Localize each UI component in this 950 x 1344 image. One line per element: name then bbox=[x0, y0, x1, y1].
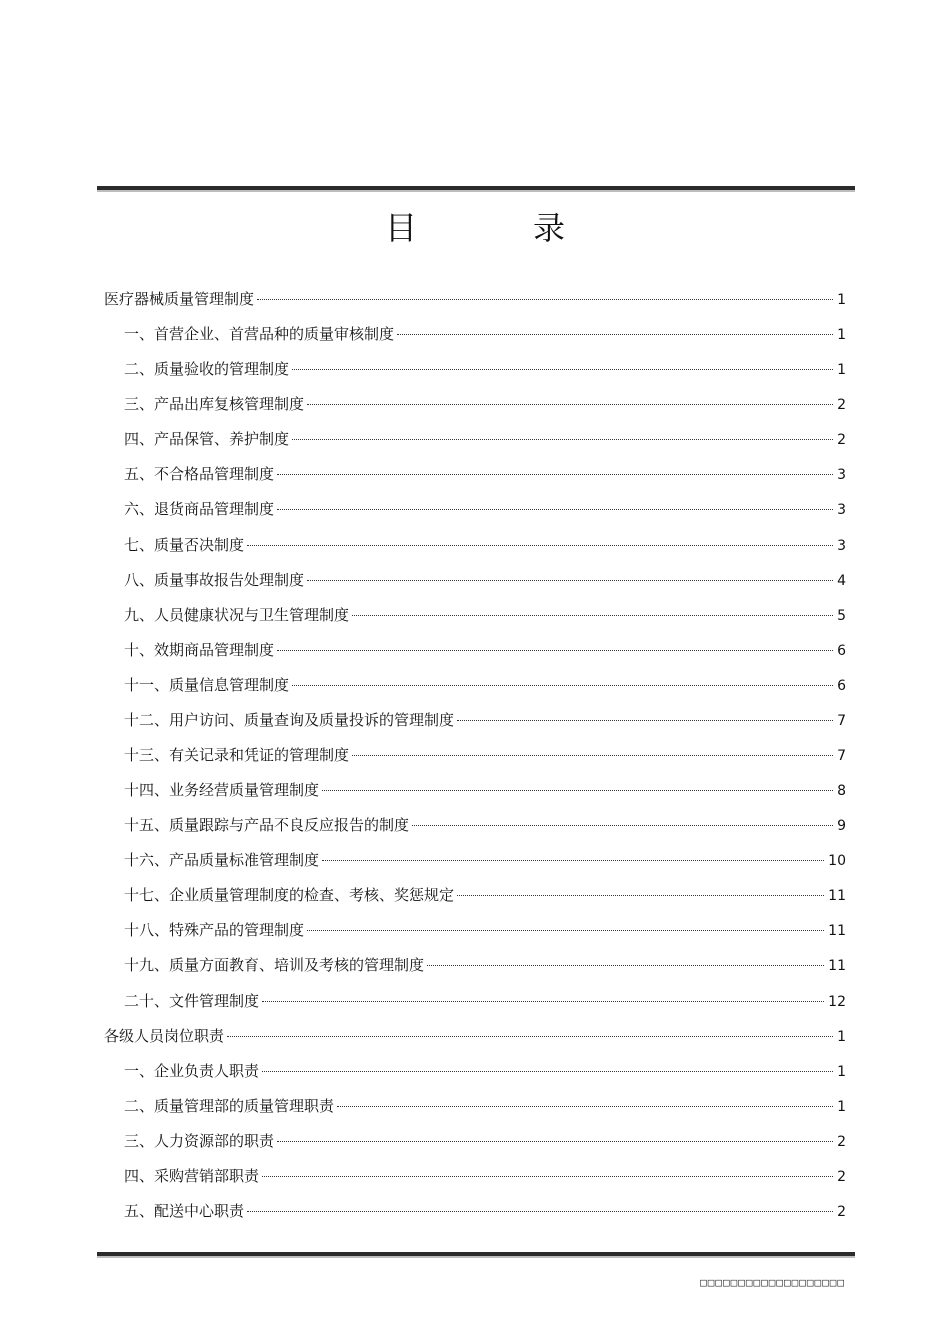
toc-entry[interactable] bbox=[104, 528, 846, 563]
toc-page-number: 8 bbox=[837, 783, 846, 800]
toc-dot-leader bbox=[397, 334, 833, 335]
toc-entry[interactable] bbox=[104, 668, 846, 703]
toc-entry-label: 七、质量否决制度 bbox=[124, 535, 245, 554]
toc-entry-label: 八、质量事故报告处理制度 bbox=[124, 570, 305, 589]
toc-entry-label: 四、产品保管、养护制度 bbox=[124, 430, 290, 449]
toc-page-number: 7 bbox=[837, 748, 846, 765]
page-title: 目 录 bbox=[384, 209, 607, 247]
toc-page-number: 1 bbox=[837, 292, 846, 308]
toc-entry-label: 九、人员健康状况与卫生管理制度 bbox=[124, 605, 350, 624]
toc-dot-leader bbox=[307, 580, 833, 581]
toc-dot-leader bbox=[292, 439, 833, 440]
toc-page-number: 1 bbox=[837, 362, 846, 379]
toc-entry-label: 二十、文件管理制度 bbox=[124, 991, 260, 1010]
footer-rule bbox=[97, 1252, 855, 1256]
toc-entry[interactable] bbox=[104, 387, 846, 422]
toc-dot-leader bbox=[292, 685, 833, 686]
toc-entry-label: 十一、质量信息管理制度 bbox=[124, 675, 290, 694]
toc-section-entry[interactable] bbox=[104, 1019, 846, 1054]
toc-entry[interactable] bbox=[104, 492, 846, 527]
toc-dot-leader bbox=[457, 720, 833, 721]
toc-entry[interactable] bbox=[104, 633, 846, 668]
toc-dot-leader bbox=[277, 474, 833, 475]
toc-entry[interactable] bbox=[104, 913, 846, 948]
toc-entry[interactable] bbox=[104, 738, 846, 773]
toc-entry[interactable] bbox=[104, 843, 846, 878]
toc-dot-leader bbox=[277, 509, 833, 510]
toc-page-number: 7 bbox=[837, 712, 846, 729]
toc-page-number: 3 bbox=[837, 502, 846, 519]
toc-entry[interactable] bbox=[104, 1089, 846, 1124]
toc-entry[interactable] bbox=[104, 773, 846, 808]
toc-entry[interactable] bbox=[104, 878, 846, 913]
toc-dot-leader bbox=[352, 615, 833, 616]
toc-page-number: 2 bbox=[837, 432, 846, 449]
toc-entry[interactable] bbox=[104, 422, 846, 457]
toc-dot-leader bbox=[337, 1106, 833, 1107]
toc-page-number: 1 bbox=[837, 1063, 846, 1080]
toc-entry-label: 十六、产品质量标准管理制度 bbox=[124, 851, 320, 870]
toc-dot-leader bbox=[307, 930, 824, 931]
toc-page-number: 11 bbox=[828, 958, 846, 975]
toc-page-number: 4 bbox=[837, 572, 846, 589]
toc-page-number: 10 bbox=[828, 853, 846, 870]
toc-page-number: 9 bbox=[837, 818, 846, 835]
toc-dot-leader bbox=[322, 860, 824, 861]
toc-entry[interactable] bbox=[104, 317, 846, 352]
toc-page-number: 11 bbox=[828, 888, 846, 905]
toc-dot-leader bbox=[247, 1211, 833, 1212]
toc-entry-label: 五、不合格品管理制度 bbox=[124, 465, 275, 484]
toc-entry-label: 六、退货商品管理制度 bbox=[124, 500, 275, 519]
toc-entry-label: 十四、业务经营质量管理制度 bbox=[124, 781, 320, 800]
toc-dot-leader bbox=[352, 755, 833, 756]
toc-entry[interactable] bbox=[104, 948, 846, 983]
toc-entry-label: 三、人力资源部的职责 bbox=[124, 1131, 275, 1150]
footer-text: □□□□□□□□□□□□□□□□□□□ bbox=[700, 1276, 845, 1289]
toc-dot-leader bbox=[262, 1176, 833, 1177]
toc-entry-label: 五、配送中心职责 bbox=[124, 1202, 245, 1221]
toc-page-number: 2 bbox=[837, 1204, 846, 1221]
toc-entry[interactable] bbox=[104, 598, 846, 633]
toc-dot-leader bbox=[322, 790, 833, 791]
toc-entry-label: 一、首营企业、首营品种的质量审核制度 bbox=[124, 325, 395, 344]
toc-page-number: 2 bbox=[837, 1133, 846, 1150]
toc-entry-label: 十七、企业质量管理制度的检查、考核、奖惩规定 bbox=[124, 886, 455, 905]
toc-page-number: 2 bbox=[837, 1168, 846, 1185]
toc-page-number: 3 bbox=[837, 537, 846, 554]
toc-entry[interactable] bbox=[104, 808, 846, 843]
toc-entry[interactable] bbox=[104, 1124, 846, 1159]
toc-entry-label: 医疗器械质量管理制度 bbox=[104, 290, 255, 308]
toc-page-number: 11 bbox=[828, 923, 846, 940]
toc-entry-label: 十、效期商品管理制度 bbox=[124, 640, 275, 659]
toc-entry[interactable] bbox=[104, 457, 846, 492]
toc-page-number: 1 bbox=[837, 327, 846, 344]
toc-dot-leader bbox=[277, 1141, 833, 1142]
header-rule bbox=[97, 186, 855, 190]
toc-entry-label: 二、质量管理部的质量管理职责 bbox=[124, 1096, 335, 1115]
toc-dot-leader bbox=[307, 404, 833, 405]
toc-entry[interactable] bbox=[104, 984, 846, 1019]
toc-entry-label: 四、采购营销部职责 bbox=[124, 1166, 260, 1185]
toc-entry-label: 十二、用户访问、质量查询及质量投诉的管理制度 bbox=[124, 710, 455, 729]
toc-entry-label: 十八、特殊产品的管理制度 bbox=[124, 921, 305, 940]
toc-entry-label: 一、企业负责人职责 bbox=[124, 1061, 260, 1080]
toc-page-number: 3 bbox=[837, 467, 846, 484]
toc-entry[interactable] bbox=[104, 352, 846, 387]
toc-dot-leader bbox=[227, 1036, 833, 1037]
toc-dot-leader bbox=[427, 965, 824, 966]
toc-entry[interactable] bbox=[104, 1054, 846, 1089]
toc-page-number: 12 bbox=[828, 993, 846, 1010]
toc-page-number: 6 bbox=[837, 642, 846, 659]
table-of-contents bbox=[104, 282, 846, 1229]
toc-dot-leader bbox=[257, 299, 833, 300]
toc-entry-label: 十五、质量跟踪与产品不良反应报告的制度 bbox=[124, 816, 410, 835]
toc-section-entry[interactable] bbox=[104, 282, 846, 317]
toc-entry-label: 二、质量验收的管理制度 bbox=[124, 360, 290, 379]
toc-page-number: 1 bbox=[837, 1098, 846, 1115]
toc-entry-label: 各级人员岗位职责 bbox=[104, 1026, 225, 1045]
toc-entry-label: 十九、质量方面教育、培训及考核的管理制度 bbox=[124, 956, 425, 975]
toc-dot-leader bbox=[457, 895, 824, 896]
toc-dot-leader bbox=[292, 369, 833, 370]
toc-entry[interactable] bbox=[104, 563, 846, 598]
toc-dot-leader bbox=[412, 825, 833, 826]
toc-page-number: 2 bbox=[837, 397, 846, 414]
toc-page-number: 5 bbox=[837, 607, 846, 624]
toc-entry[interactable] bbox=[104, 1194, 846, 1229]
toc-page-number: 6 bbox=[837, 677, 846, 694]
toc-entry[interactable] bbox=[104, 703, 846, 738]
toc-page-number: 1 bbox=[837, 1028, 846, 1045]
toc-dot-leader bbox=[262, 1001, 824, 1002]
toc-entry[interactable] bbox=[104, 1159, 846, 1194]
toc-dot-leader bbox=[262, 1071, 833, 1072]
toc-entry-label: 十三、有关记录和凭证的管理制度 bbox=[124, 746, 350, 765]
toc-dot-leader bbox=[247, 545, 833, 546]
toc-entry-label: 三、产品出库复核管理制度 bbox=[124, 395, 305, 414]
toc-dot-leader bbox=[277, 650, 833, 651]
